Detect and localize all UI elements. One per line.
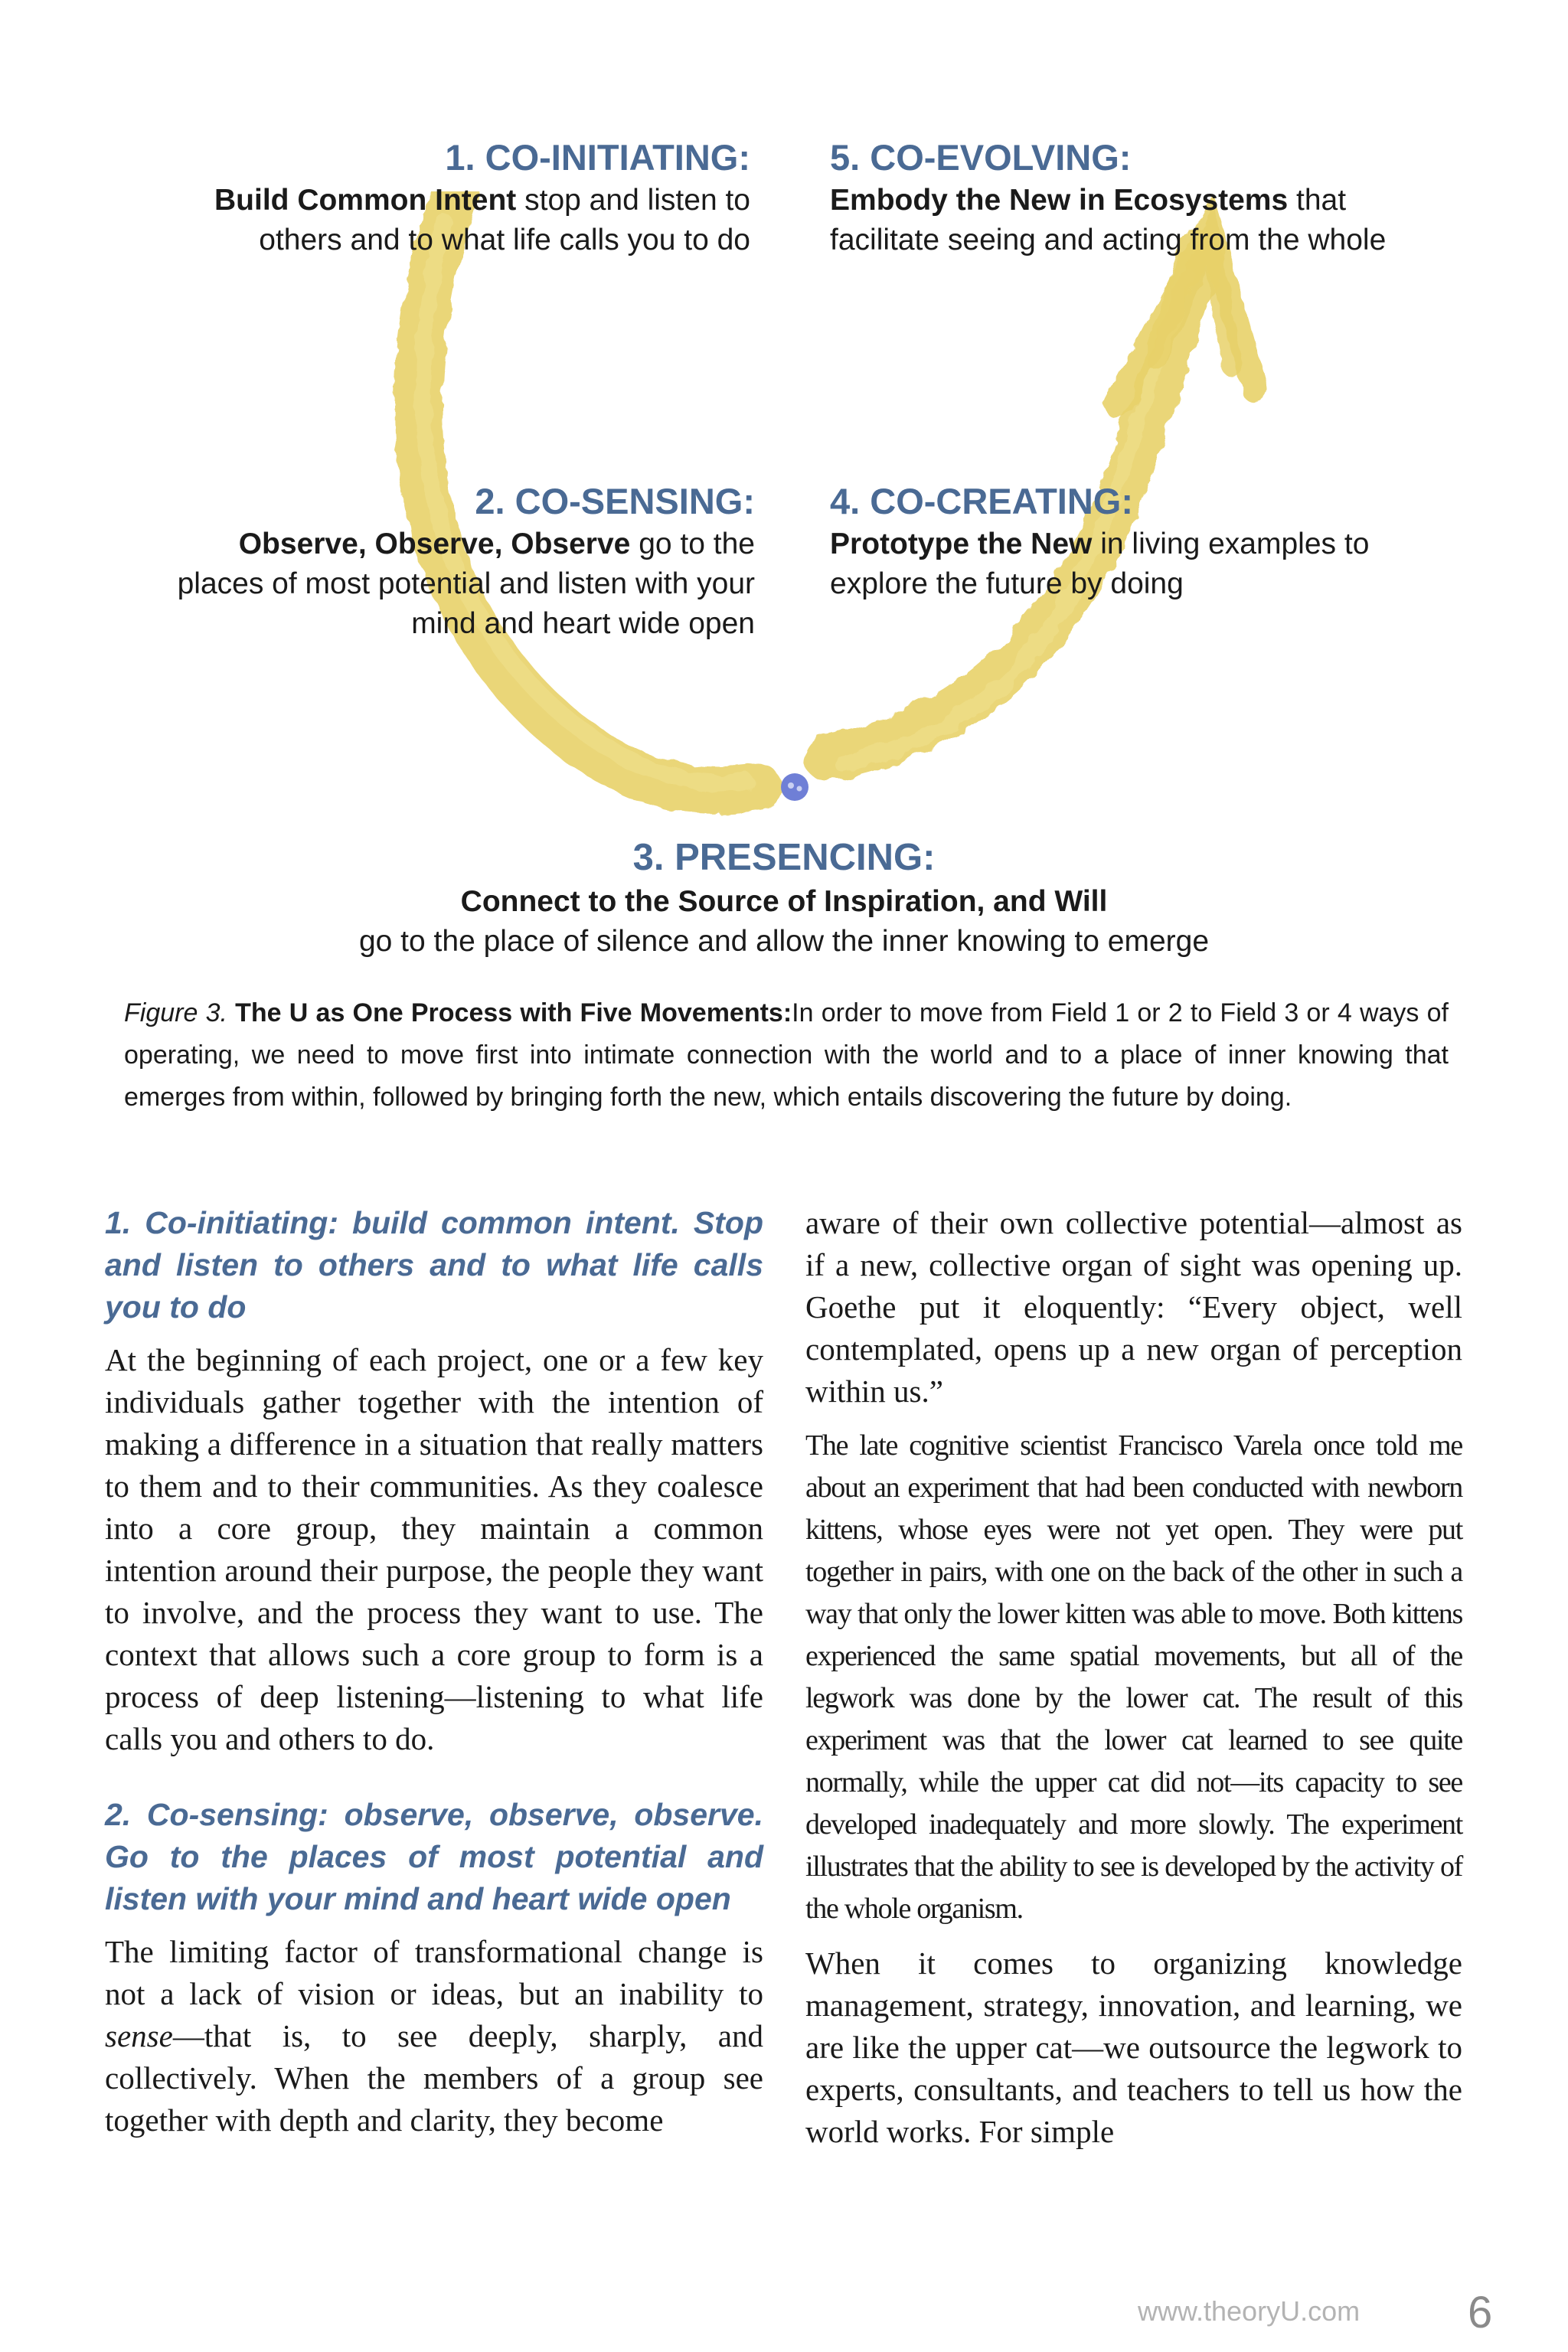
left-column — [105, 1202, 763, 2141]
paragraph-text: The limiting factor of transformational change is not a lack of vision or ideas, but an inability to — [105, 1934, 763, 2011]
stage-co-initiating — [122, 135, 750, 260]
page-number: 6 — [1468, 2288, 1493, 2337]
stage-heading: 1. CO-INITIATING: — [445, 137, 750, 178]
section-heading-co-initiating: 1. Co-initiating: build common intent. Stop and listen to others and to what life calls you to do — [105, 1205, 763, 1325]
paragraph: When it comes to organizing knowledge management, strategy, innovation, and learning, we are like the upper cat—we outsource the legwork to experts, consultants, and teachers to tell us how the world works. For simple — [805, 1945, 1462, 2149]
paragraph: aware of their own collective potential—almost as if a new, collective organ of sight was opening up. Goethe put it eloquently: “Every object, well contemplated, opens up a new organ of perception within us.” — [805, 1205, 1462, 1409]
paragraph: At the beginning of each project, one or a few key individuals gather together with the intention of making a difference in a situation that really matters to them and to their communities. As they coalesce into a core group, they maintain a common intention around their purpose, the people they want to involve, and the process they want to use. The context that allows such a core group to form is a process of deep listening—listening to what life calls you and others to do. — [105, 1342, 763, 1756]
paragraph — [105, 1931, 763, 2141]
section-heading-co-sensing: 2. Co-sensing: observe, observe, observe. Go to the places of most potential and listen with your mind and heart wide open — [105, 1797, 763, 1916]
stage-co-evolving — [830, 135, 1458, 260]
stage-line — [830, 524, 1458, 564]
stage-line: facilitate seeing and acting from the whole — [830, 224, 1387, 256]
stage-text: stop and listen to — [516, 184, 750, 217]
stage-co-sensing — [107, 479, 755, 644]
stage-line: places of most potential and listen with your — [177, 567, 755, 600]
stage-text: in living examples to — [1092, 528, 1370, 560]
stage-heading: 4. CO-CREATING: — [830, 481, 1134, 521]
stage-text: that — [1288, 184, 1347, 217]
stage-bold-text: Observe, Observe, Observe — [238, 528, 631, 560]
stage-line — [830, 181, 1458, 220]
stage-text: go to the — [630, 528, 755, 560]
footer-url: www.theoryU.com — [1138, 2295, 1361, 2327]
figure-caption-text: In order to move from Field 1 or 2 to Field 3 or 4 ways of operating, we need to move first into intimate connection with the world and to a place of inner knowing that emerges from within, followed by bringing forth the new, which entails discovering the future by doing. — [124, 998, 1449, 1112]
stage-line: explore the future by doing — [830, 567, 1184, 600]
stage-heading: 3. PRESENCING: — [632, 837, 936, 878]
stage-presencing — [172, 833, 1396, 962]
emphasis-text: sense — [105, 2018, 173, 2053]
paragraph-text: —that is, to see deeply, sharply, and collectively. When the members of a group see together with depth and clarity, they become — [105, 2018, 763, 2138]
stage-line — [107, 524, 755, 564]
paragraph: The late cognitive scientist Francisco Varela once told me about an experiment that had been conducted with newborn kittens, whose eyes were not yet open. They were put together in pairs, with one on the back of the other in such a way that only the lower kitten was able to move. Both kittens experienced the same spatial movements, but all of the legwork was done by the lower cat. The result of this experiment was that the lower cat learned to see quite normally, while the upper cat did not—its capacity to see developed inadequately and more slowly. The experiment illustrates that the ability to see is developed by the activity of the whole organism. — [805, 1429, 1462, 1925]
stage-line: go to the place of silence and allow the inner knowing to emerge — [358, 925, 1210, 958]
stage-bold-text: Build Common Intent — [214, 184, 517, 217]
stage-bold-text: Connect to the Source of Inspiration, and Will — [460, 885, 1108, 918]
stage-line: mind and heart wide open — [411, 607, 755, 640]
stage-line: others and to what life calls you to do — [259, 224, 750, 256]
stage-heading: 5. CO-EVOLVING: — [830, 137, 1132, 178]
stage-bold-text: Prototype the New — [830, 528, 1093, 560]
figure-caption — [124, 992, 1449, 1119]
figure-label: Figure 3. — [124, 998, 227, 1027]
figure-caption-title: The U as One Process with Five Movements: — [235, 998, 792, 1027]
presencing-point-icon — [779, 771, 811, 803]
stage-heading: 2. CO-SENSING: — [475, 481, 755, 521]
stage-line — [122, 181, 750, 220]
right-column — [805, 1202, 1462, 2153]
stage-co-creating — [830, 479, 1458, 604]
stage-bold-text: Embody the New in Ecosystems — [830, 184, 1289, 217]
